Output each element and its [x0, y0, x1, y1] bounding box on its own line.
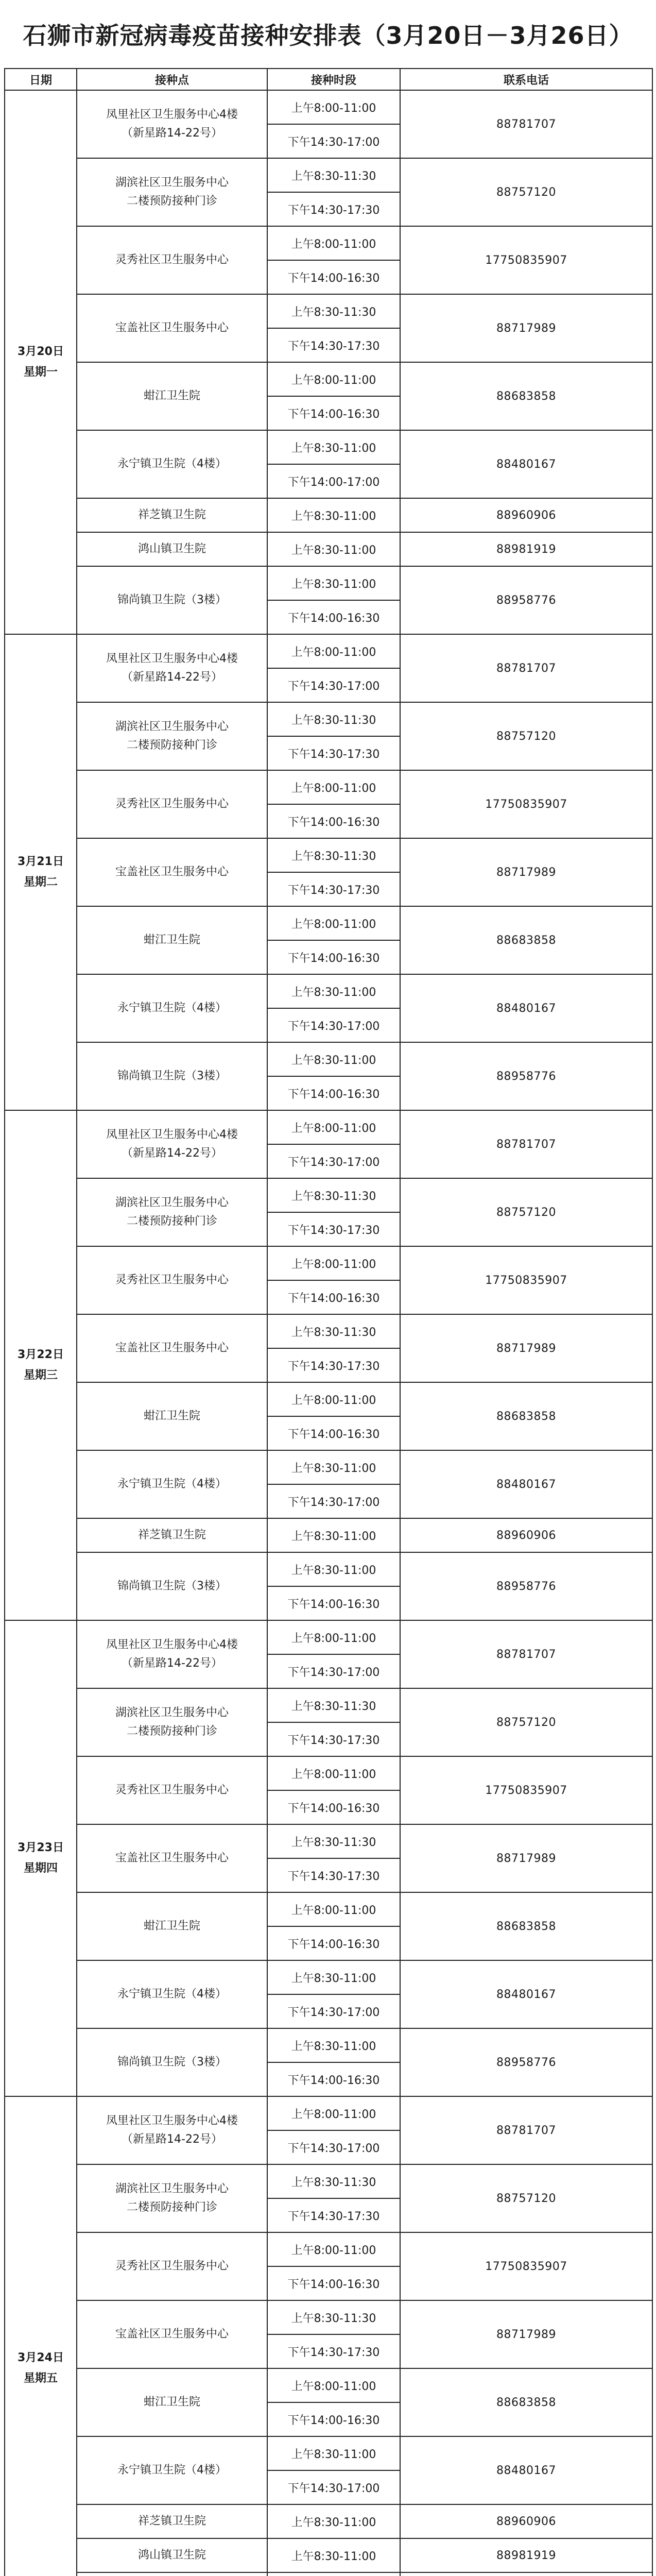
site-cell	[77, 770, 267, 838]
time-slot-cell: 下午14:00-16:30	[267, 2062, 400, 2096]
site-cell	[77, 2368, 267, 2436]
site-name-line: 永宁镇卫生院（4楼）	[117, 2464, 227, 2477]
table-row	[5, 2368, 652, 2402]
table-header	[5, 69, 652, 90]
table-row	[5, 158, 652, 192]
time-slot-cell: 下午14:00-17:00	[267, 464, 400, 498]
time-slot-cell: 上午8:00-11:00	[267, 1382, 400, 1416]
site-cell	[77, 1756, 267, 1824]
site-name-line: 湖滨社区卫生服务中心	[115, 1196, 229, 1209]
phone-cell: 17750835907	[400, 770, 652, 838]
site-cell	[77, 1382, 267, 1450]
table-row	[5, 2300, 652, 2334]
table-row	[5, 1450, 652, 1484]
header-row	[5, 69, 652, 90]
site-cell	[77, 1892, 267, 1960]
site-name-line: 二楼预防接种门诊	[126, 739, 217, 752]
site-name-line: 凤里社区卫生服务中心4楼	[106, 108, 238, 121]
phone-cell: 88480167	[400, 1450, 652, 1518]
table-row	[5, 838, 652, 872]
site-cell	[77, 566, 267, 634]
site-name-line: 灵秀社区卫生服务中心	[115, 1274, 229, 1286]
time-slot-cell: 上午8:30-11:30	[267, 2164, 400, 2198]
time-slot-cell: 下午14:30-17:30	[267, 736, 400, 770]
site-name-line: 鸿山镇卫生院	[137, 2549, 206, 2562]
time-slot-cell: 下午14:30-17:00	[267, 1484, 400, 1518]
time-slot-cell: 下午14:30-17:30	[267, 328, 400, 362]
phone-cell: 88981919	[400, 532, 652, 566]
table-row	[5, 1960, 652, 1994]
time-slot-cell: 下午14:30-17:00	[267, 1994, 400, 2028]
time-slot-cell: 下午14:00-16:30	[267, 1926, 400, 1960]
time-slot-cell: 上午8:30-11:00	[267, 1960, 400, 1994]
time-slot-cell: 下午14:00-16:30	[267, 2402, 400, 2436]
phone-cell	[400, 2572, 652, 2576]
site-name-line: 鸿山镇卫生院	[137, 543, 206, 555]
table-row	[5, 1518, 652, 1552]
time-slot-cell: 下午14:30-17:00	[267, 124, 400, 158]
time-slot-cell: 下午14:00-16:30	[267, 396, 400, 430]
time-slot-cell: 下午14:30-17:30	[267, 872, 400, 906]
time-slot-cell: 上午8:00-11:00	[267, 1756, 400, 1790]
site-name-line: 蚶江卫生院	[143, 1410, 200, 1422]
table-row	[5, 2028, 652, 2062]
time-slot-cell: 上午8:30-11:00	[267, 2504, 400, 2538]
table-row	[5, 566, 652, 600]
phone-cell: 88757120	[400, 1178, 652, 1246]
site-cell	[77, 1178, 267, 1246]
phone-cell: 17750835907	[400, 2232, 652, 2300]
time-slot-cell: 上午8:30-11:30	[267, 1178, 400, 1212]
time-slot-cell: 下午14:00-16:30	[267, 1416, 400, 1450]
table-row	[5, 702, 652, 736]
date-cell	[5, 634, 77, 1110]
site-name-line: （新星路14-22号）	[122, 1147, 222, 1160]
time-slot-cell: 上午8:30-11:00	[267, 1450, 400, 1484]
time-slot-cell: 上午8:30-11:00	[267, 2538, 400, 2572]
time-slot-cell: 上午8:00-11:00	[267, 90, 400, 124]
site-name-line: 凤里社区卫生服务中心4楼	[106, 1128, 238, 1141]
time-slot-cell: 下午14:30-17:00	[267, 668, 400, 702]
weekday-label: 星期一	[23, 366, 58, 379]
site-cell	[77, 1620, 267, 1688]
site-cell	[77, 1110, 267, 1178]
time-slot-cell: 下午14:00-16:30	[267, 2266, 400, 2300]
table-row	[5, 1688, 652, 1722]
site-cell	[77, 1450, 267, 1518]
time-slot-cell: 下午14:30-17:30	[267, 1722, 400, 1756]
phone-cell: 88781707	[400, 634, 652, 702]
time-slot-cell: 上午8:30-11:00	[267, 532, 400, 566]
site-cell	[77, 294, 267, 362]
site-cell	[77, 2232, 267, 2300]
time-slot-cell: 上午8:00-11:00	[267, 2368, 400, 2402]
phone-cell: 88717989	[400, 2300, 652, 2368]
phone-cell: 88683858	[400, 2368, 652, 2436]
phone-cell: 88683858	[400, 1382, 652, 1450]
site-cell	[77, 532, 267, 566]
site-cell	[77, 702, 267, 770]
table-row	[5, 430, 652, 464]
site-cell	[77, 974, 267, 1042]
time-slot-cell: 下午14:30-17:00	[267, 1008, 400, 1042]
site-name-line: 凤里社区卫生服务中心4楼	[106, 2114, 238, 2127]
phone-cell: 88683858	[400, 906, 652, 974]
phone-cell: 88717989	[400, 1824, 652, 1892]
site-cell	[77, 2436, 267, 2504]
site-name-line: （新星路14-22号）	[122, 127, 222, 140]
table-row	[5, 1824, 652, 1858]
time-slot-cell: 上午8:30-11:00	[267, 1552, 400, 1586]
table-row	[5, 634, 652, 668]
table-row	[5, 1314, 652, 1348]
date-cell	[5, 1110, 77, 1620]
time-slot-cell: 下午14:30-17:30	[267, 1212, 400, 1246]
site-name-line: 湖滨社区卫生服务中心	[115, 2182, 229, 2195]
header-date: 日期	[5, 69, 77, 90]
site-name-line: 蚶江卫生院	[143, 2396, 200, 2409]
phone-cell: 88480167	[400, 2436, 652, 2504]
site-name-line: 灵秀社区卫生服务中心	[115, 1784, 229, 1797]
table-row	[5, 2504, 652, 2538]
table-row	[5, 1620, 652, 1654]
time-slot-cell: 上午8:30-11:30	[267, 294, 400, 328]
time-slot-cell: 下午14:30-17:00	[267, 1654, 400, 1688]
site-cell	[77, 2572, 267, 2576]
table-row	[5, 1178, 652, 1212]
site-name-line: 宝盖社区卫生服务中心	[115, 1852, 229, 1865]
site-name-line: 祥芝镇卫生院	[137, 1529, 206, 1541]
table-row	[5, 90, 652, 124]
phone-cell: 88781707	[400, 1620, 652, 1688]
time-slot-cell: 上午8:30-11:30	[267, 838, 400, 872]
time-slot-cell: 下午14:00-16:30	[267, 1076, 400, 1110]
site-cell	[77, 1824, 267, 1892]
site-cell	[77, 362, 267, 430]
table-row	[5, 1382, 652, 1416]
weekday-label: 星期四	[23, 1862, 58, 1875]
site-cell	[77, 1960, 267, 2028]
site-cell	[77, 158, 267, 226]
time-slot-cell: 下午14:30-17:30	[267, 2334, 400, 2368]
site-name-line: 宝盖社区卫生服务中心	[115, 321, 229, 334]
table-row	[5, 1552, 652, 1586]
weekday-label: 星期三	[23, 1369, 58, 1382]
phone-cell: 17750835907	[400, 226, 652, 294]
site-cell	[77, 2028, 267, 2096]
phone-cell: 88781707	[400, 90, 652, 158]
phone-cell: 88683858	[400, 1892, 652, 1960]
site-cell	[77, 226, 267, 294]
page-title: 石狮市新冠病毒疫苗接种安排表（3月20日－3月26日）	[23, 22, 633, 49]
time-slot-cell: 下午14:00-16:30	[267, 600, 400, 634]
time-slot-cell: 下午14:00-16:30	[267, 1586, 400, 1620]
site-name-line: 锦尚镇卫生院（3楼）	[117, 594, 227, 606]
time-slot-cell: 下午14:00-16:30	[267, 940, 400, 974]
site-cell	[77, 1314, 267, 1382]
phone-cell: 88480167	[400, 1960, 652, 2028]
table-row	[5, 2232, 652, 2266]
site-cell	[77, 90, 267, 158]
table-row	[5, 1042, 652, 1076]
site-name-line: 锦尚镇卫生院（3楼）	[117, 1580, 227, 1592]
table-row	[5, 1892, 652, 1926]
time-slot-cell: 下午14:30-17:30	[267, 1858, 400, 1892]
site-cell	[77, 2538, 267, 2572]
time-slot-cell: 下午14:30-17:00	[267, 1144, 400, 1178]
site-name-line: 蚶江卫生院	[143, 389, 200, 402]
date-label: 3月22日	[18, 1348, 64, 1361]
site-name-line: 湖滨社区卫生服务中心	[115, 720, 229, 733]
phone-cell: 88757120	[400, 1688, 652, 1756]
phone-cell: 88480167	[400, 974, 652, 1042]
vaccination-schedule-table	[4, 68, 653, 2576]
weekday-label: 星期二	[23, 876, 58, 889]
site-name-line: 宝盖社区卫生服务中心	[115, 866, 229, 878]
time-slot-cell: 上午8:30-11:30	[267, 702, 400, 736]
table-row	[5, 2538, 652, 2572]
site-cell	[77, 2096, 267, 2164]
site-name-line: 蚶江卫生院	[143, 1920, 200, 1933]
site-name-line: （新星路14-22号）	[122, 2133, 222, 2146]
phone-cell: 88717989	[400, 1314, 652, 1382]
site-name-line: 湖滨社区卫生服务中心	[115, 176, 229, 189]
time-slot-cell: 上午8:00-11:00	[267, 770, 400, 804]
time-slot-cell: 下午14:30-17:00	[267, 2470, 400, 2504]
time-slot-cell: 上午8:00-11:00	[267, 1892, 400, 1926]
time-slot-cell: 上午8:30-11:00	[267, 2028, 400, 2062]
time-slot-cell: 上午8:30-11:00	[267, 2436, 400, 2470]
header-time: 接种时段	[267, 69, 400, 90]
header-phone: 联系电话	[400, 69, 652, 90]
time-slot-cell: 上午8:30-11:00	[267, 566, 400, 600]
table-row	[5, 974, 652, 1008]
site-cell	[77, 2504, 267, 2538]
site-name-line: （新星路14-22号）	[122, 1657, 222, 1670]
phone-cell: 88683858	[400, 362, 652, 430]
site-name-line: 二楼预防接种门诊	[126, 1215, 217, 1228]
phone-cell: 88757120	[400, 158, 652, 226]
phone-cell: 88958776	[400, 2028, 652, 2096]
time-slot-cell: 下午14:30-17:00	[267, 2130, 400, 2164]
phone-cell: 88960906	[400, 498, 652, 532]
phone-cell: 88981919	[400, 2538, 652, 2572]
site-cell	[77, 2300, 267, 2368]
site-name-line: 锦尚镇卫生院（3楼）	[117, 2056, 227, 2069]
site-name-line: 湖滨社区卫生服务中心	[115, 1706, 229, 1719]
site-cell	[77, 498, 267, 532]
site-name-line: （新星路14-22号）	[122, 671, 222, 684]
phone-cell: 88757120	[400, 2164, 652, 2232]
site-name-line: 祥芝镇卫生院	[137, 2515, 206, 2528]
date-cell	[5, 1620, 77, 2096]
site-name-line: 二楼预防接种门诊	[126, 195, 217, 208]
table-row	[5, 532, 652, 566]
time-slot-cell: 上午8:00-11:00	[267, 362, 400, 396]
phone-cell: 88717989	[400, 294, 652, 362]
time-slot-cell: 上午8:00-11:00	[267, 226, 400, 260]
phone-cell: 88757120	[400, 702, 652, 770]
time-slot-cell: 上午8:30-11:30	[267, 158, 400, 192]
time-slot-cell: 上午8:00-11:00	[267, 1620, 400, 1654]
table-row	[5, 906, 652, 940]
site-cell	[77, 1042, 267, 1110]
site-cell	[77, 1246, 267, 1314]
time-slot-cell: 上午8:30-11:00	[267, 974, 400, 1008]
time-slot-cell: 下午14:00-16:30	[267, 1280, 400, 1314]
time-slot-cell: 上午8:00-11:00	[267, 906, 400, 940]
site-cell	[77, 1688, 267, 1756]
site-name-line: 蚶江卫生院	[143, 934, 200, 946]
time-slot-cell: 上午8:30-11:30	[267, 1824, 400, 1858]
time-slot-cell: 上午8:30-11:00	[267, 1518, 400, 1552]
time-slot-cell: 上午8:30-11:00	[267, 1042, 400, 1076]
time-slot-cell: 下午14:30-17:30	[267, 1348, 400, 1382]
site-name-line: 灵秀社区卫生服务中心	[115, 253, 229, 266]
site-name-line: 永宁镇卫生院（4楼）	[117, 457, 227, 470]
phone-cell: 88781707	[400, 1110, 652, 1178]
phone-cell: 17750835907	[400, 1246, 652, 1314]
table-row	[5, 362, 652, 396]
phone-cell: 88960906	[400, 1518, 652, 1552]
table-row	[5, 2096, 652, 2130]
site-name-line: 锦尚镇卫生院（3楼）	[117, 1070, 227, 1082]
phone-cell: 88717989	[400, 838, 652, 906]
table-row	[5, 2436, 652, 2470]
site-name-line: 灵秀社区卫生服务中心	[115, 2260, 229, 2273]
site-name-line: 二楼预防接种门诊	[126, 2201, 217, 2214]
site-cell	[77, 1518, 267, 1552]
time-slot-cell: 上午8:30-11:00	[267, 430, 400, 464]
site-name-line: 永宁镇卫生院（4楼）	[117, 1988, 227, 2001]
phone-cell: 88958776	[400, 1042, 652, 1110]
time-slot-cell: 上午8:30-11:30	[267, 1314, 400, 1348]
site-cell	[77, 634, 267, 702]
phone-cell: 88480167	[400, 430, 652, 498]
time-slot-cell: 下午14:00-16:30	[267, 804, 400, 838]
site-cell	[77, 838, 267, 906]
table-row	[5, 1756, 652, 1790]
table-row	[5, 2164, 652, 2198]
time-slot-cell: 上午8:00-11:00	[267, 1110, 400, 1144]
time-slot-cell: 下午14:30-17:30	[267, 192, 400, 226]
time-slot-cell	[267, 2572, 400, 2576]
time-slot-cell: 上午8:00-11:00	[267, 2096, 400, 2130]
time-slot-cell: 上午8:00-11:00	[267, 1246, 400, 1280]
site-name-line: 凤里社区卫生服务中心4楼	[106, 652, 238, 665]
site-cell	[77, 1552, 267, 1620]
header-site: 接种点	[77, 69, 267, 90]
time-slot-cell: 下午14:00-16:30	[267, 1790, 400, 1824]
table-row	[5, 294, 652, 328]
date-label: 3月24日	[18, 2351, 64, 2364]
table-row	[5, 498, 652, 532]
time-slot-cell: 上午8:00-11:00	[267, 2232, 400, 2266]
time-slot-cell: 上午8:30-11:30	[267, 2300, 400, 2334]
phone-cell: 88960906	[400, 2504, 652, 2538]
date-label: 3月21日	[18, 855, 64, 868]
site-cell	[77, 906, 267, 974]
phone-cell: 17750835907	[400, 1756, 652, 1824]
site-cell	[77, 2164, 267, 2232]
time-slot-cell: 上午8:00-11:00	[267, 634, 400, 668]
phone-cell: 88958776	[400, 1552, 652, 1620]
site-name-line: 灵秀社区卫生服务中心	[115, 798, 229, 810]
table-row	[5, 1110, 652, 1144]
table-row	[5, 1246, 652, 1280]
phone-cell: 88781707	[400, 2096, 652, 2164]
site-name-line: 永宁镇卫生院（4楼）	[117, 1002, 227, 1014]
time-slot-cell: 上午8:30-11:00	[267, 498, 400, 532]
table-row	[5, 226, 652, 260]
site-name-line: 宝盖社区卫生服务中心	[115, 1342, 229, 1354]
site-name-line: 永宁镇卫生院（4楼）	[117, 1478, 227, 1490]
site-name-line: 祥芝镇卫生院	[137, 509, 206, 521]
phone-cell: 88958776	[400, 566, 652, 634]
date-cell	[5, 2096, 77, 2576]
site-name-line: 二楼预防接种门诊	[126, 1725, 217, 1738]
site-name-line: 宝盖社区卫生服务中心	[115, 2328, 229, 2341]
site-cell	[77, 430, 267, 498]
date-cell	[5, 90, 77, 634]
time-slot-cell: 下午14:30-17:30	[267, 2198, 400, 2232]
date-label: 3月23日	[18, 1841, 64, 1854]
time-slot-cell: 上午8:30-11:30	[267, 1688, 400, 1722]
table-row	[5, 770, 652, 804]
table-body	[5, 90, 652, 2576]
site-name-line: 凤里社区卫生服务中心4楼	[106, 1638, 238, 1651]
table-row	[5, 2572, 652, 2576]
time-slot-cell: 下午14:00-16:30	[267, 260, 400, 294]
date-label: 3月20日	[18, 345, 64, 358]
weekday-label: 星期五	[23, 2372, 58, 2385]
